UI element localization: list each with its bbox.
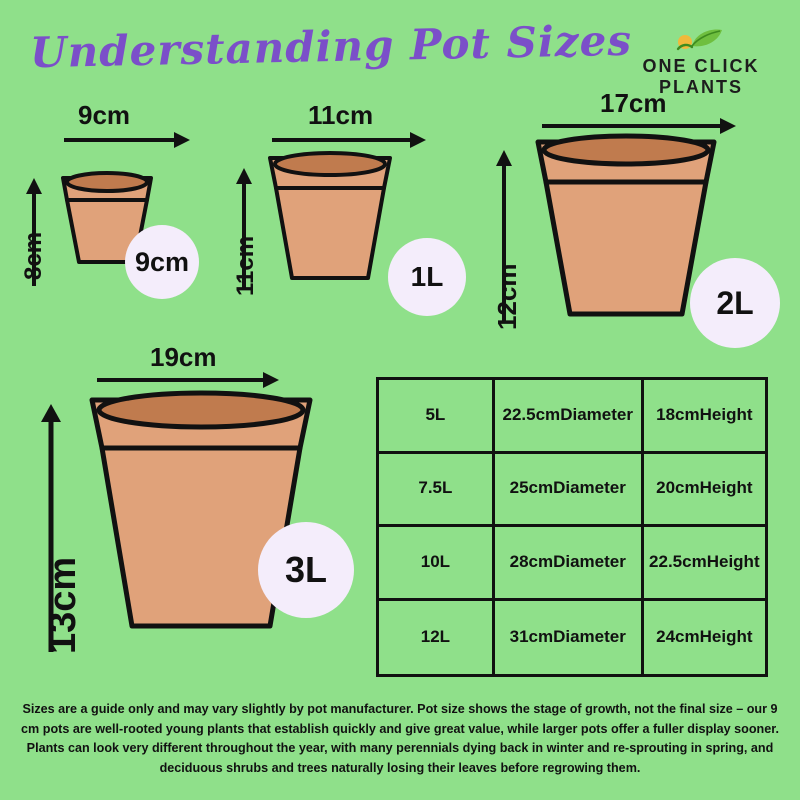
pot-size-table [376, 377, 768, 677]
table-cell-diameter: 25cm Diameter [495, 454, 644, 528]
pot-3l-width-arrow [95, 370, 285, 394]
table-cell-height: 20cm Height [644, 454, 765, 528]
pot-9cm-badge: 9cm [125, 225, 199, 299]
table-cell-height: 24cm Height [656, 626, 753, 646]
pot-1l-height-label: 11cm [232, 235, 259, 296]
brand-logo [626, 26, 776, 97]
pot-3l-width-label: 19cm [150, 342, 217, 372]
pot-9cm-width-label: 9cm [78, 100, 131, 130]
logo-line-1: ONE CLICK [642, 56, 760, 76]
pot-2l-width-label: 17cm [600, 88, 667, 118]
pot-1l-width-arrow [270, 130, 430, 154]
table-cell-diameter: 28cm Diameter [495, 527, 644, 601]
pot-9cm-height-label: 8cm [20, 231, 47, 280]
pot-1l-badge: 1L [388, 238, 466, 316]
table-cell-size: 12L [379, 601, 495, 675]
table-cell-height: 18cm Height [644, 380, 765, 454]
table-cell-diameter: 22.5cm Diameter [495, 380, 644, 454]
pot-9cm-width-arrow [62, 130, 192, 154]
table-cell-size: 7.5L [379, 454, 495, 528]
logo-line-2: PLANTS [659, 76, 743, 97]
pot-1l-width-label: 11cm [308, 100, 374, 130]
pot-3l-height-label: 13cm [42, 556, 84, 654]
pot-2l-width-arrow [540, 116, 740, 140]
pot-2l-badge: 2L [690, 258, 780, 348]
table-cell-height: 22.5cm Height [644, 527, 765, 601]
pot-2l-height-label: 12cm [492, 263, 522, 330]
page-title: Understanding Pot Sizes [29, 15, 633, 78]
pot-3l-badge: 3L [258, 522, 354, 618]
leaf-icon [626, 26, 776, 56]
table-cell-size: 10L [379, 527, 495, 601]
footer-disclaimer: Sizes are a guide only and may vary slightly by pot manufacturer. Pot size shows the stage of growth, not the final size – our 9 cm pots are well-rooted young plants that establish quickly and give great value, while larger pots offer a fuller display sooner. Plants can look very different throughout the year, with many perennials dying back in winter and re-sprouting in spring, and deciduous shrubs and trees naturally losing their leaves before regrowing them. [21, 702, 779, 775]
table-cell-diameter: 31cm Diameter [495, 601, 644, 675]
table-cell-size: 5L [379, 380, 495, 454]
